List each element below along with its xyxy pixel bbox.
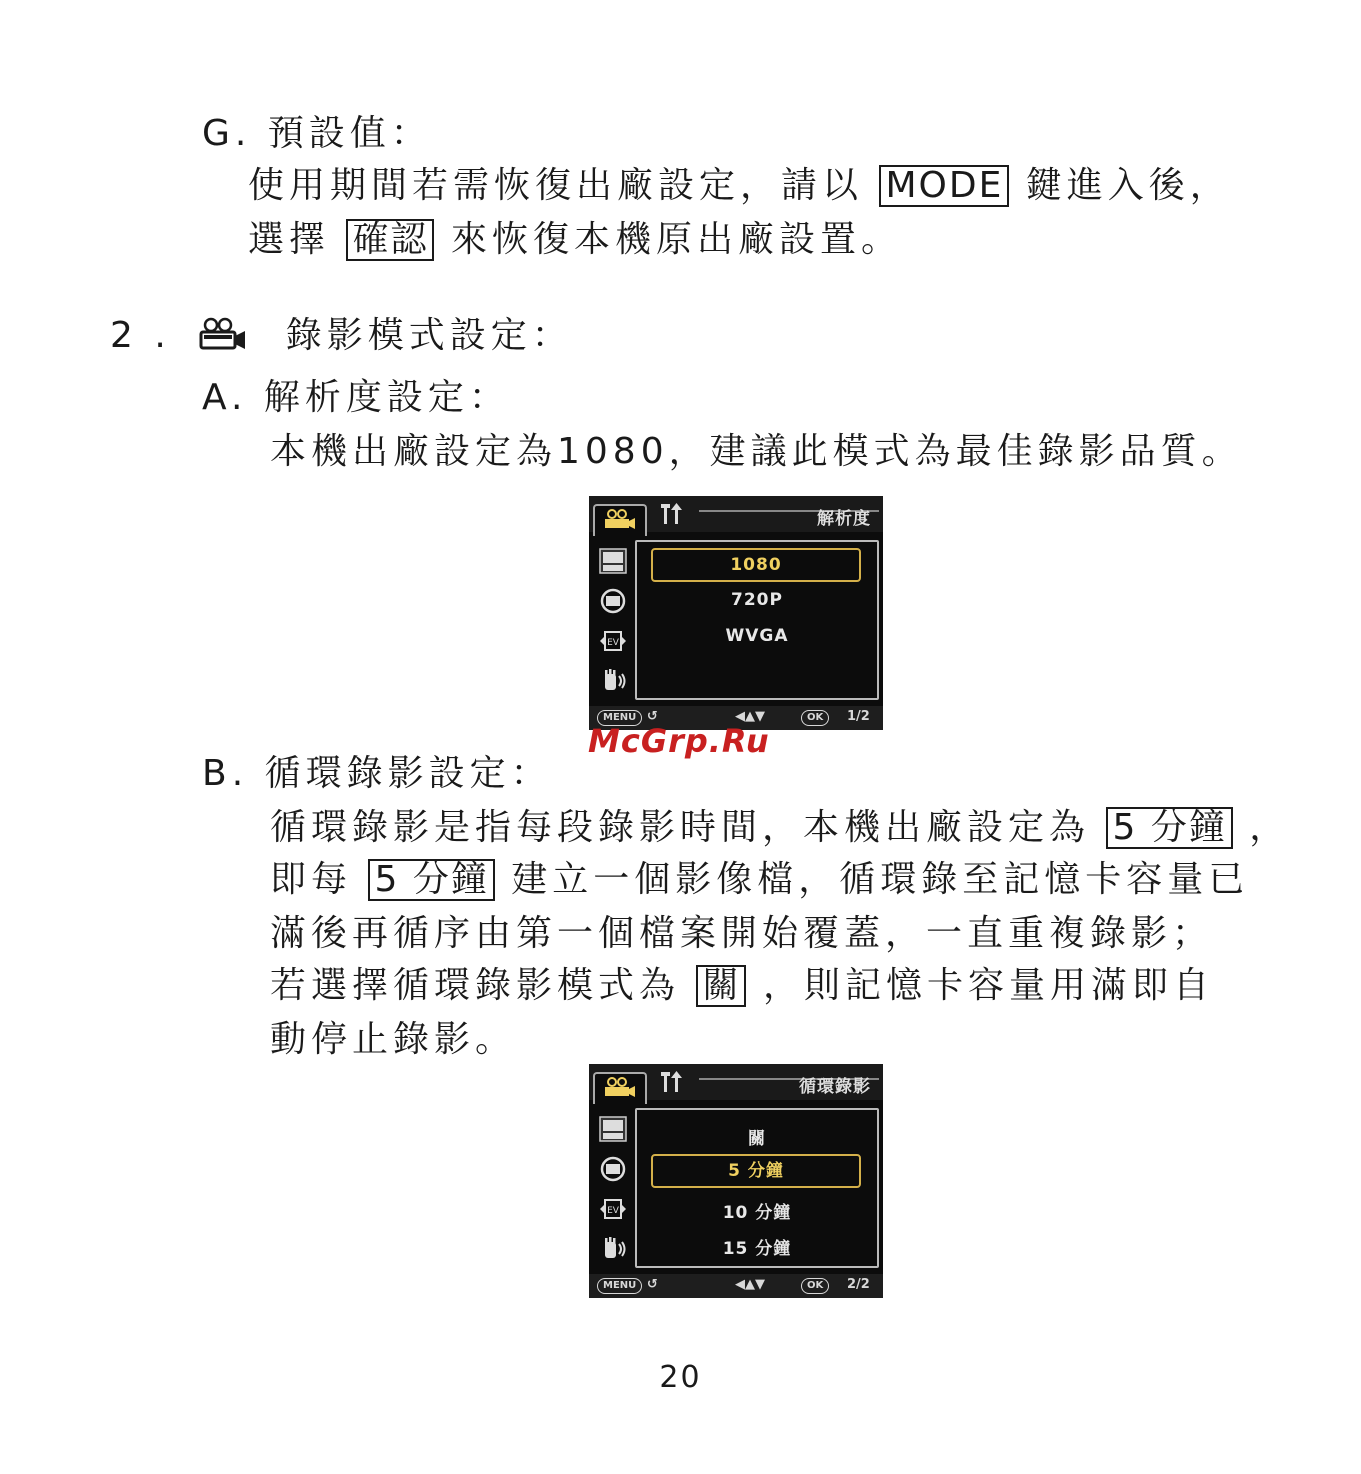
watermark: McGrp.Ru — [588, 722, 770, 760]
option-15-min[interactable]: 15 分鐘 — [722, 1239, 792, 1259]
settings-tools-icon[interactable] — [655, 1070, 695, 1094]
mode-key-box: MODE — [879, 165, 1009, 207]
text: 即每 — [270, 859, 353, 900]
screen-footer — [589, 1274, 883, 1298]
resolution-menu-screen — [589, 496, 883, 730]
text: 使用期間若需恢復出廠設定，請以 — [248, 165, 864, 206]
section-g-line2 — [248, 218, 902, 262]
section-a-heading: A. 解析度設定： — [202, 377, 510, 418]
resolution-mp-icon[interactable] — [599, 1116, 627, 1142]
menu-label: MENU — [597, 1278, 642, 1294]
screen-title: 解析度 — [817, 509, 871, 529]
section-b-line2 — [270, 858, 1249, 902]
text: ， — [1249, 807, 1291, 848]
text: 循環錄影是指每段錄影時間，本機出廠設定為 — [270, 807, 1091, 848]
video-camera-icon — [595, 506, 641, 532]
back-arrow-icon: ↺ — [646, 1277, 658, 1292]
text: 鍵進入後， — [1025, 165, 1231, 206]
options-panel — [635, 540, 879, 700]
page-indicator: 2/2 — [847, 1277, 870, 1292]
loop-record-menu-screen — [589, 1064, 883, 1298]
option-10-min[interactable]: 10 分鐘 — [722, 1203, 792, 1223]
section-a-body: 本機出廠設定為1080，建議此模式為最佳錄影品質。 — [270, 431, 1243, 472]
screen-title: 循環錄影 — [799, 1077, 871, 1097]
video-camera-icon — [595, 1074, 641, 1100]
nav-arrows-icon: ◀▲▼ — [735, 1277, 765, 1292]
section-b-heading: B. 循環錄影設定： — [202, 753, 552, 794]
confirm-box: 確認 — [346, 219, 434, 261]
section-g-line1 — [248, 164, 1231, 208]
ev-exposure-icon[interactable] — [599, 628, 627, 654]
svg-text:EV: EV — [607, 638, 619, 648]
section-b-line3: 滿後再循序由第一個檔案開始覆蓋，一直重複錄影； — [270, 913, 1214, 954]
page-number: 20 — [659, 1360, 702, 1395]
text: 若選擇循環錄影模式為 — [270, 965, 681, 1006]
back-arrow-icon: ↺ — [646, 709, 658, 724]
video-camera-icon — [199, 317, 247, 351]
settings-tools-icon[interactable] — [655, 502, 695, 526]
tab-video[interactable] — [593, 504, 647, 536]
ev-exposure-icon[interactable] — [599, 1196, 627, 1222]
ok-label: OK — [801, 1278, 829, 1294]
tab-video[interactable] — [593, 1072, 647, 1104]
text: ，則記憶卡容量用滿即自 — [762, 965, 1214, 1006]
menu-back-hint[interactable] — [597, 1277, 658, 1294]
text: 來恢復本機原出廠設置。 — [450, 219, 902, 260]
text: 建立一個影像檔，循環錄至記憶卡容量已 — [511, 859, 1250, 900]
resolution-mp-icon[interactable] — [599, 548, 627, 574]
loop-record-icon[interactable] — [599, 588, 627, 614]
section-2-heading — [110, 314, 573, 358]
text: 選擇 — [248, 219, 331, 260]
section-g-heading: G. 預設值： — [202, 113, 432, 154]
menu-label: MENU — [597, 710, 642, 726]
nav-arrows-icon: ◀▲▼ — [735, 709, 765, 724]
anti-shake-hand-icon[interactable] — [599, 668, 627, 694]
options-panel — [635, 1108, 879, 1268]
ok-hint[interactable] — [801, 1277, 829, 1294]
option-wvga[interactable]: WVGA — [725, 626, 789, 646]
section-b-line4 — [270, 964, 1214, 1008]
loop-record-icon[interactable] — [599, 1156, 627, 1182]
section-b-line1 — [270, 806, 1290, 850]
option-720p[interactable]: 720P — [731, 590, 783, 610]
section-number: 2 . — [110, 315, 171, 356]
five-min-box: 5 分鐘 — [368, 859, 494, 901]
page-indicator: 1/2 — [847, 709, 870, 724]
option-5-min[interactable]: 5 分鐘 — [651, 1154, 861, 1188]
ok-hint[interactable] — [801, 709, 829, 726]
off-box: 關 — [696, 965, 746, 1007]
option-1080[interactable]: 1080 — [651, 548, 861, 582]
svg-text:EV: EV — [607, 1206, 619, 1216]
ok-label: OK — [801, 710, 829, 726]
option-off[interactable]: 關 — [748, 1129, 766, 1149]
five-min-box: 5 分鐘 — [1106, 807, 1232, 849]
anti-shake-hand-icon[interactable] — [599, 1236, 627, 1262]
section-b-line5: 動停止錄影。 — [270, 1019, 517, 1060]
section-title: 錄影模式設定： — [285, 315, 573, 356]
